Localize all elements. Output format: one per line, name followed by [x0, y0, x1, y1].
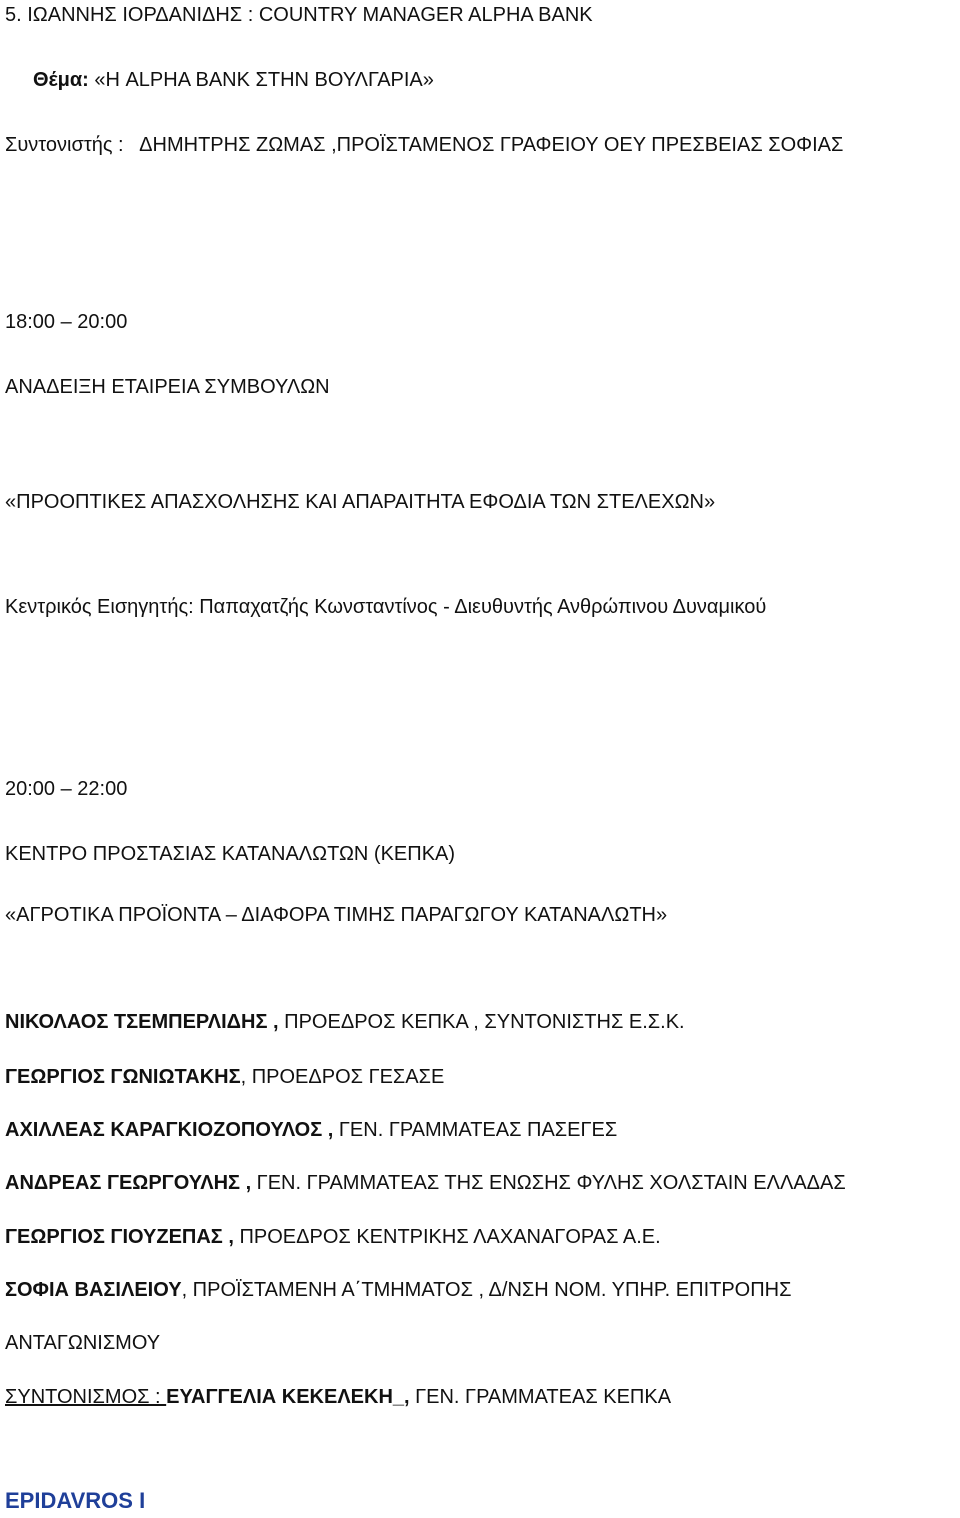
session2-time: 20:00 – 22:00: [5, 778, 128, 800]
venue-heading: EPIDAVROS I: [5, 1488, 146, 1513]
participant-line: [5, 1118, 617, 1142]
session1-organizer: ΑΝΑΔΕΙΞΗ ΕΤΑΙΡΕΙΑ ΣΥΜΒΟΥΛΩΝ: [5, 376, 330, 398]
topic-value: «Η ALPHA BANK ΣΤΗΝ ΒΟΥΛΓΑΡΙΑ»: [94, 69, 434, 91]
participant-name: ΓΕΩΡΓΙΟΣ ΓΙΟΥΖΕΠΑΣ ,: [5, 1226, 234, 1248]
participant-role: , ΠΡΟΕΔΡΟΣ ΓΕΣΑΣΕ: [240, 1066, 445, 1088]
session1-speaker-label: Κεντρικός Εισηγητής:: [5, 596, 194, 618]
participant-line: [5, 1065, 444, 1089]
participant-role: ΓΕΝ. ΓΡΑΜΜΑΤΕΑΣ ΠΑΣΕΓΕΣ: [333, 1119, 618, 1141]
session1-speaker-line: [5, 595, 766, 619]
moderation-line: [5, 1385, 671, 1409]
session1-speaker-role: - Διευθυντής Ανθρώπινου Δυναμικού: [443, 596, 767, 618]
moderation-label: ΣΥΝΤΟΝΙΣΜΟΣ :: [5, 1386, 167, 1408]
participant-line: [5, 1171, 846, 1195]
session2-organizer: ΚΕΝΤΡΟ ΠΡΟΣΤΑΣΙΑΣ ΚΑΤΑΝΑΛΩΤΩΝ (ΚΕΠΚΑ): [5, 843, 456, 865]
participant-name: ΝΙΚΟΛΑΟΣ ΤΣΕΜΠΕΡΛΙΔΗΣ ,: [5, 1011, 279, 1033]
coordinator-value: ΔΗΜΗΤΡΗΣ ΖΩΜΑΣ ,ΠΡΟΪΣΤΑΜΕΝΟΣ ΓΡΑΦΕΙΟΥ ΟΕΥ ΠΡΕΣΒΕΙΑΣ ΣΟΦΙΑΣ: [139, 134, 844, 156]
participant-role: ΠΡΟΕΔΡΟΣ ΚΕΠΚΑ , ΣΥΝΤΟΝΙΣΤΗΣ Ε.Σ.Κ.: [278, 1011, 685, 1033]
speaker-line: [5, 3, 593, 27]
coordinator-label: Συντονιστής :: [5, 134, 124, 156]
speaker-text: 5. ΙΩΑΝΝΗΣ ΙΟΡΔΑΝΙΔΗΣ : COUNTRY MANAGER ALPHA BANK: [5, 4, 593, 26]
coordinator-line: [5, 133, 843, 157]
participant-line: [5, 1225, 661, 1249]
session2-title: «ΑΓΡΟΤΙΚΑ ΠΡΟΪΟΝΤΑ – ΔΙΑΦΟΡΑ ΤΙΜΗΣ ΠΑΡΑΓΩΓΟΥ ΚΑΤΑΝΑΛΩΤΗ»: [5, 904, 668, 926]
session1-title: «ΠΡΟΟΠΤΙΚΕΣ ΑΠΑΣΧΟΛΗΣΗΣ ΚΑΙ ΑΠΑΡΑΙΤΗΤΑ ΕΦΟΔΙΑ ΤΩΝ ΣΤΕΛΕΧΩΝ»: [5, 491, 716, 513]
participant-line: [5, 1010, 685, 1034]
participant-name: ΣΟΦΙΑ ΒΑΣΙΛΕΙΟΥ: [5, 1279, 182, 1301]
topic-label: Θέμα:: [33, 69, 89, 91]
participant-role: , ΠΡΟΪΣΤΑΜΕΝΗ Α΄ΤΜΗΜΑΤΟΣ , Δ/ΝΣΗ ΝΟΜ. ΥΠΗΡ. ΕΠΙΤΡΟΠΗΣ: [181, 1279, 792, 1301]
moderation-role: ΓΕΝ. ΓΡΑΜΜΑΤΕΑΣ ΚΕΠΚΑ: [409, 1386, 672, 1408]
participant-continuation: ΑΝΤΑΓΩΝΙΣΜΟΥ: [5, 1332, 161, 1354]
session1-speaker-name: Παπαχατζής Κωνσταντίνος: [199, 596, 438, 618]
participant-name: ΓΕΩΡΓΙΟΣ ΓΩΝΙΩΤΑΚΗΣ: [5, 1066, 241, 1088]
participant-line: [5, 1278, 791, 1302]
participant-name: ΑΧΙΛΛΕΑΣ ΚΑΡΑΓΚΙΟΖΟΠΟΥΛΟΣ ,: [5, 1119, 334, 1141]
participant-role: ΓΕΝ. ΓΡΑΜΜΑΤΕΑΣ ΤΗΣ ΕΝΩΣΗΣ ΦΥΛΗΣ ΧΟΛΣΤΑΙΝ ΕΛΛΑΔΑΣ: [251, 1172, 846, 1194]
participant-name: ΑΝΔΡΕΑΣ ΓΕΩΡΓΟΥΛΗΣ ,: [5, 1172, 252, 1194]
session1-time: 18:00 – 20:00: [5, 311, 128, 333]
moderation-name: ΕΥΑΓΓΕΛΙΑ ΚΕΚΕΛΕΚΗ_,: [166, 1386, 410, 1408]
topic-line: [33, 68, 434, 92]
participant-role: ΠΡΟΕΔΡΟΣ ΚΕΝΤΡΙΚΗΣ ΛΑΧΑΝΑΓΟΡΑΣ Α.Ε.: [233, 1226, 661, 1248]
